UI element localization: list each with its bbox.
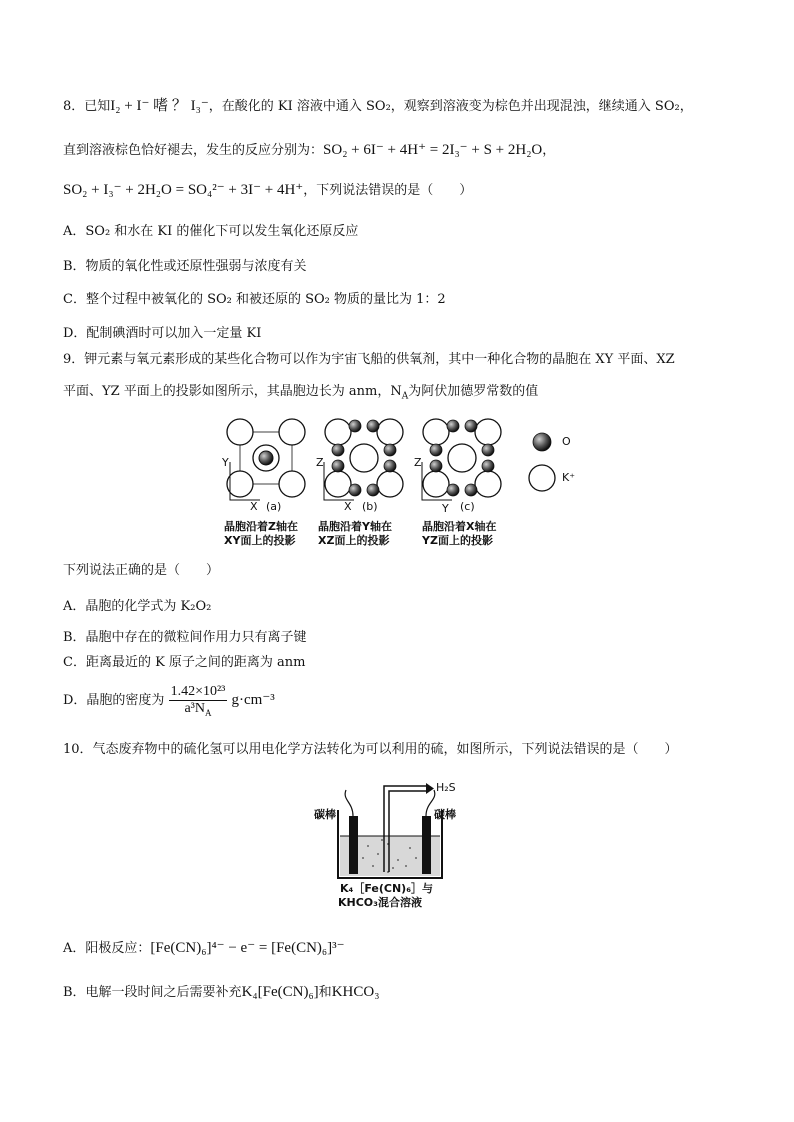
axis-x-label: X (250, 500, 258, 513)
axis-x-label-b: X (344, 500, 352, 513)
q8-text-2: 直到溶液棕色恰好褪去，发生的反应分别为： (63, 143, 324, 158)
label-c: (c) (460, 500, 475, 513)
anode-reaction: [Fe(CN)₆]⁴⁻ − e⁻ = [Fe(CN)₆]³⁻ (150, 940, 345, 956)
caption-b-2: XZ面上的投影 (318, 534, 390, 547)
fraction-sub: A (204, 707, 212, 718)
q10-option-b (63, 982, 754, 1003)
axis-z-label: Z (316, 456, 324, 469)
q8-equilibrium: I₂ + I⁻ 嗜 ？ I₃⁻ (110, 98, 209, 114)
q8-option-b: B．物质的氧化性或还原性强弱与浓度有关 (63, 259, 307, 274)
legend-o-label: O (562, 435, 571, 448)
o-atom (259, 451, 273, 465)
q8-reaction-1: SO₂ + 6I⁻ + 4H⁺ = 2I₃⁻ + S + 2H₂O (323, 142, 543, 158)
q8-stem: ，下列说法错误的是（ ） (303, 183, 473, 198)
caption-a-1: 晶胞沿着Z轴在 (224, 520, 298, 533)
electrolysis-cell-figure (314, 776, 478, 914)
q9-option-c: C．距离最近的 K 原子之间的距离为 anm (63, 655, 306, 670)
q8-number: 8．已知 (63, 99, 111, 114)
q8-line-2 (63, 140, 754, 161)
q10-line-1: 10．气态废弃物中的硫化氢可以用电化学方法转化为可以利用的硫，如图所示，下列说法错误的是（ ） (63, 742, 678, 757)
carbon-rod-left-label: 碳棒 (314, 808, 336, 821)
label-a: (a) (266, 500, 282, 513)
q9-line-1: 9．钾元素与氧元素形成的某些化合物可以作为宇宙飞船的供氧剂，其中一种化合物的晶胞在 XY 平面、XZ (63, 352, 675, 367)
q10-b-formula-1: K₄[Fe(CN)₆] (241, 984, 319, 1000)
carbon-rod-right-label: 碳棒 (434, 808, 456, 821)
q8-line-3 (63, 180, 754, 201)
k-ion (279, 471, 305, 497)
q10-b-formula-2: KHCO₃ (331, 984, 380, 1000)
caption-c-2: YZ面上的投影 (422, 534, 493, 547)
fraction-denominator: a³N (184, 701, 205, 716)
q8-reaction-2: SO₂ + I₃⁻ + 2H₂O = SO₄²⁻ + 3I⁻ + 4H⁺ (63, 182, 304, 198)
q9-text: 平面、YZ 平面上的投影如图所示，其晶胞边长为 anm，N (63, 384, 402, 399)
q9-d-text: D．晶胞的密度为 (63, 693, 165, 708)
q9-stem: 下列说法正确的是（ ） (63, 563, 220, 578)
q8-option-d: D．配制碘酒时可以加入一定量 KI (63, 326, 262, 341)
caption-c-1: 晶胞沿着X轴在 (422, 520, 497, 533)
axis-z-label-c: Z (414, 456, 422, 469)
q8-line-1 (63, 96, 754, 117)
q9-text-b: 为阿伏加德罗常数的值 (408, 384, 539, 399)
q9-option-b: B．晶胞中存在的微粒间作用力只有离子键 (63, 630, 307, 645)
q8-option-c: C．整个过程中被氧化的 SO₂ 和被还原的 SO₂ 物质的量比为 1：2 (63, 292, 446, 307)
q9-sub: A (401, 391, 409, 402)
q10-b-and: 和 (318, 985, 332, 1000)
q10-a-text: A．阳极反应： (63, 941, 151, 956)
k-ion (227, 419, 253, 445)
q9-option-a: A．晶胞的化学式为 K₂O₂ (63, 599, 212, 614)
q10-b-text: B．电解一段时间之后需要补充 (63, 985, 242, 1000)
solution-label-1: K₄［Fe(CN)₆］与 (340, 882, 434, 895)
axis-y-label-c: Y (442, 502, 449, 515)
q9-option-d (63, 684, 754, 717)
q8-option-a: A．SO₂ 和水在 KI 的催化下可以发生氧化还原反应 (63, 224, 359, 239)
q9-line-2 (63, 382, 754, 402)
caption-b-1: 晶胞沿着Y轴在 (318, 520, 392, 533)
crystal-projection-figure (220, 412, 600, 557)
density-fraction (169, 684, 228, 717)
axis-y-label: Y (222, 456, 229, 469)
density-unit: g·cm⁻³ (231, 692, 275, 708)
k-ion (227, 471, 253, 497)
q8-text: ，在酸化的 KI 溶液中通入 SO₂，观察到溶液变为棕色并出现混浊，继续通入 SO₂， (208, 99, 693, 114)
caption-a-2: XY面上的投影 (224, 534, 296, 547)
fraction-numerator: 1.42×10²³ (170, 684, 226, 699)
k-ion (279, 419, 305, 445)
h2s-label: H₂S (436, 781, 456, 794)
legend-k-label: K⁺ (562, 471, 576, 484)
q8-comma: ， (542, 143, 556, 158)
label-b: (b) (362, 500, 378, 513)
q10-option-a (63, 938, 754, 959)
solution-label-2: KHCO₃混合溶液 (338, 896, 422, 909)
